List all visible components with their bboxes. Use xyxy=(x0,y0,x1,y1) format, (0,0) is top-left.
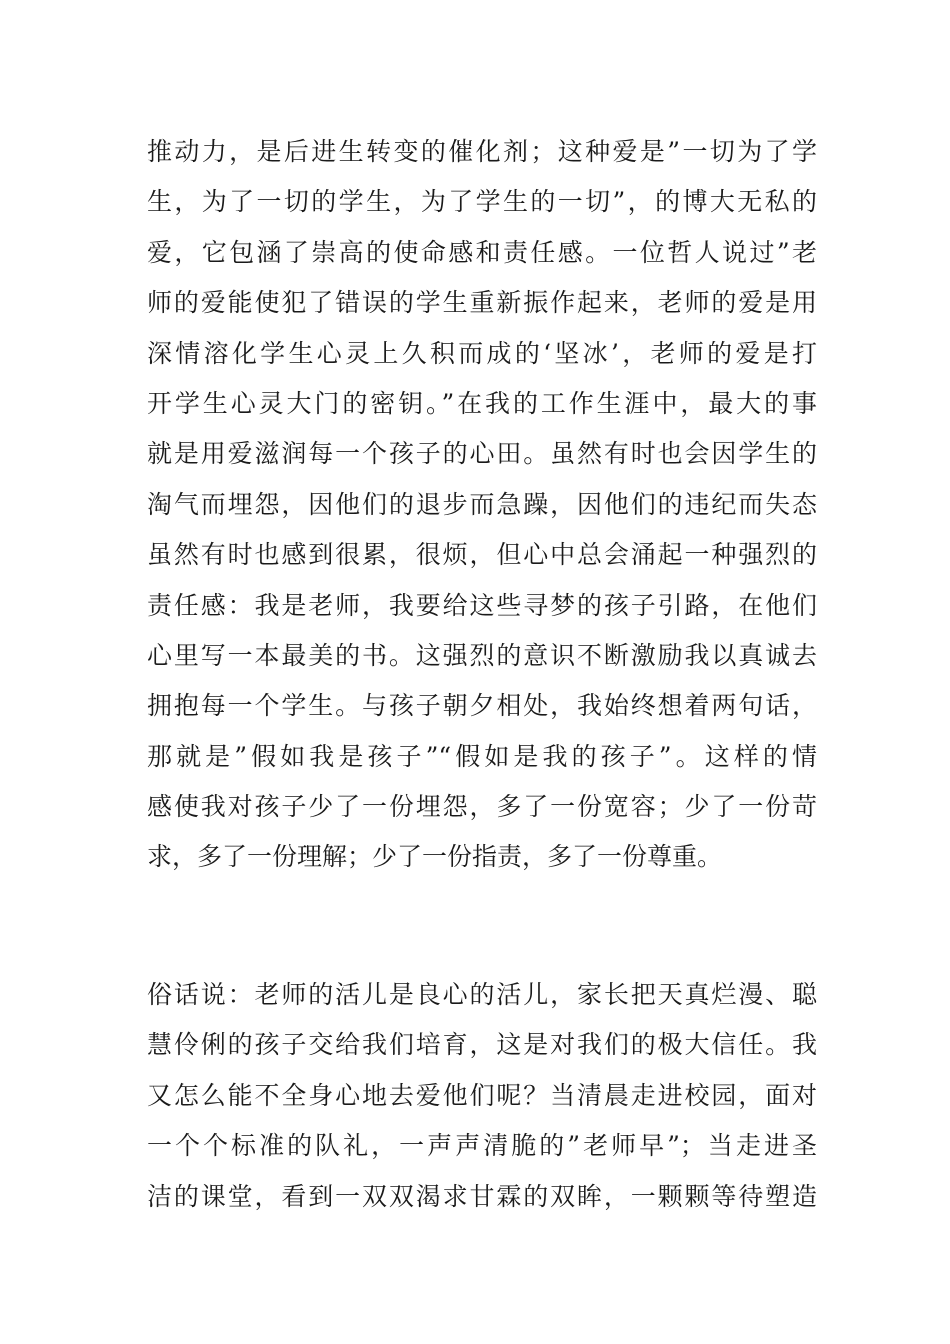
text-line: 开学生心灵大门的密钥。”在我的工作生涯中，最大的事 xyxy=(147,388,817,418)
text-line: 那就是”假如我是孩子”“假如是我的孩子”。这样的情 xyxy=(147,741,817,771)
text-line: 推动力，是后进生转变的催化剂；这种爱是”一切为了学 xyxy=(147,137,817,166)
text-line: 爱，它包涵了崇高的使命感和责任感。一位哲人说过”老 xyxy=(147,237,817,267)
text-line: 虽然有时也感到很累，很烦，但心中总会涌起一种强烈的 xyxy=(147,540,817,570)
text-line: 生，为了一切的学生，为了学生的一切”，的博大无私的 xyxy=(147,187,817,217)
text-line: 就是用爱滋润每一个孩子的心田。虽然有时也会因学生的 xyxy=(147,439,817,469)
text-line: 心里写一本最美的书。这强烈的意识不断激励我以真诚去 xyxy=(147,640,817,670)
text-line: 师的爱能使犯了错误的学生重新振作起来，老师的爱是用 xyxy=(147,288,817,318)
text-line: 俗话说：老师的活儿是良心的活儿，家长把天真烂漫、聪 xyxy=(147,980,817,1009)
text-line: 求，多了一份理解；少了一份指责，多了一份尊重。 xyxy=(147,842,723,872)
text-line: 深情溶化学生心灵上久积而成的‘坚冰’，老师的爱是打 xyxy=(147,338,817,368)
paragraph-1 xyxy=(147,127,817,883)
text-line: 责任感：我是老师，我要给这些寻梦的孩子引路，在他们 xyxy=(147,590,817,620)
text-line: 慧伶俐的孩子交给我们培育，这是对我们的极大信任。我 xyxy=(147,1030,817,1060)
text-line: 一个个标准的队礼，一声声清脆的”老师早”；当走进圣 xyxy=(147,1131,817,1161)
text-line: 又怎么能不全身心地去爱他们呢？当清晨走进校园，面对 xyxy=(147,1080,817,1110)
text-line: 感使我对孩子少了一份埋怨，多了一份宽容；少了一份苛 xyxy=(147,792,817,822)
paragraph-2 xyxy=(147,970,817,1222)
text-line: 淘气而埋怨，因他们的退步而急躁，因他们的违纪而失态 xyxy=(147,489,817,519)
text-line: 拥抱每一个学生。与孩子朝夕相处，我始终想着两句话， xyxy=(147,691,817,721)
text-line: 洁的课堂，看到一双双渴求甘霖的双眸，一颗颗等待塑造 xyxy=(147,1181,817,1211)
